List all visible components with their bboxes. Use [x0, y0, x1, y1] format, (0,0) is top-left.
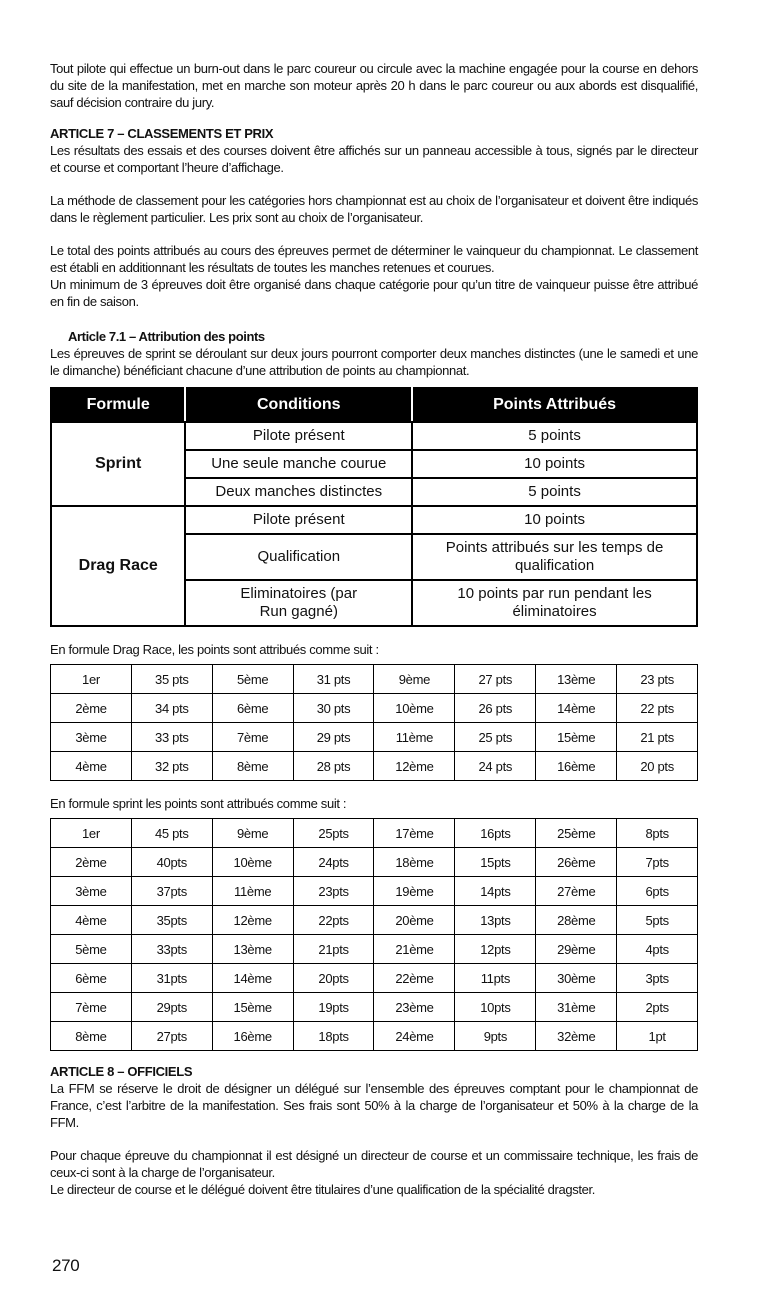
rank-cell: 27ème — [536, 877, 617, 906]
rank-cell: 12ème — [212, 906, 293, 935]
article-8-para-3: Le directeur de course et le délégué doivent être titulaires d’une qualification de la spécialité dragster. — [50, 1182, 596, 1197]
rank-cell: 14ème — [212, 964, 293, 993]
rank-cell: 6ème — [51, 964, 132, 993]
points-cell: 40pts — [131, 848, 212, 877]
rank-cell: 19ème — [374, 877, 455, 906]
document-page — [50, 60, 698, 1198]
points-cell: 29pts — [131, 993, 212, 1022]
points-cell: 45 pts — [131, 819, 212, 848]
rank-cell: 11ème — [374, 723, 455, 752]
points-cell: 12pts — [455, 935, 536, 964]
table-row — [51, 422, 697, 450]
points-cell: 11pts — [455, 964, 536, 993]
points-cell: 10 points par run pendant les éliminatoires — [412, 580, 697, 626]
rank-cell: 7ème — [212, 723, 293, 752]
table-row — [51, 506, 697, 534]
points-cell: 25 pts — [455, 723, 536, 752]
points-cell: 25pts — [293, 819, 374, 848]
rank-cell: 17ème — [374, 819, 455, 848]
points-cell: 7pts — [617, 848, 698, 877]
points-cell: 23pts — [293, 877, 374, 906]
header-points: Points Attribués — [412, 388, 697, 422]
article-8-heading: ARTICLE 8 – OFFICIELS — [50, 1064, 193, 1079]
table-row — [51, 819, 698, 848]
points-cell: 5 points — [412, 422, 697, 450]
points-cell: 6pts — [617, 877, 698, 906]
article-7-para-2: La méthode de classement pour les catégories hors championnat est au choix de l’organisateur et doivent être indiqués dans le règlement particulier. Les prix sont au choix de l’organisateur. — [50, 193, 698, 225]
points-cell: 34 pts — [131, 694, 212, 723]
points-cell: 21 pts — [617, 723, 698, 752]
rank-cell: 4ème — [51, 752, 132, 781]
points-cell: 19pts — [293, 993, 374, 1022]
points-cell: Points attribués sur les temps de qualification — [412, 534, 697, 580]
points-cell: 20pts — [293, 964, 374, 993]
rank-cell: 10ème — [212, 848, 293, 877]
table-row — [51, 694, 698, 723]
points-cell: 35 pts — [131, 665, 212, 694]
drag-race-caption: En formule Drag Race, les points sont attribués comme suit : — [50, 642, 379, 657]
condition-cell: Une seule manche courue — [185, 450, 412, 478]
sprint-caption: En formule sprint les points sont attribués comme suit : — [50, 796, 347, 811]
rank-cell: 25ème — [536, 819, 617, 848]
rank-cell: 32ème — [536, 1022, 617, 1051]
rank-cell: 9ème — [374, 665, 455, 694]
points-cell: 9pts — [455, 1022, 536, 1051]
rank-cell: 28ème — [536, 906, 617, 935]
article-8-para-1: La FFM se réserve le droit de désigner un délégué sur l’ensemble des épreuves comptant pour le championnat de France, c’est l’arbitre de la manifestation. Ses frais sont 50% à la charge de l’organisateur et 50% à la charge de la FFM. — [50, 1081, 698, 1130]
rank-cell: 22ème — [374, 964, 455, 993]
rank-cell: 7ème — [51, 993, 132, 1022]
rank-cell: 5ème — [212, 665, 293, 694]
points-cell: 23 pts — [617, 665, 698, 694]
points-cell: 18pts — [293, 1022, 374, 1051]
article-8-para-2: Pour chaque épreuve du championnat il est désigné un directeur de course et un commissaire technique, les frais de ceux-ci sont à la charge de l’organisateur. — [50, 1148, 698, 1180]
rank-cell: 23ème — [374, 993, 455, 1022]
formula-sprint: Sprint — [51, 422, 185, 506]
points-cell: 5 points — [412, 478, 697, 506]
condition-cell: Pilote présent — [185, 506, 412, 534]
points-cell: 29 pts — [293, 723, 374, 752]
rank-cell: 30ème — [536, 964, 617, 993]
points-cell: 16pts — [455, 819, 536, 848]
points-attribution-table — [50, 387, 698, 627]
points-cell: 33pts — [131, 935, 212, 964]
points-cell: 2pts — [617, 993, 698, 1022]
rank-cell: 18ème — [374, 848, 455, 877]
rank-cell: 20ème — [374, 906, 455, 935]
points-cell: 22pts — [293, 906, 374, 935]
points-cell: 28 pts — [293, 752, 374, 781]
table-row — [51, 877, 698, 906]
rank-cell: 3ème — [51, 877, 132, 906]
table-row — [51, 906, 698, 935]
rank-cell: 11ème — [212, 877, 293, 906]
table-row — [51, 723, 698, 752]
points-cell: 13pts — [455, 906, 536, 935]
rank-cell: 15ème — [536, 723, 617, 752]
page-number: 270 — [52, 1256, 80, 1275]
points-cell: 1pt — [617, 1022, 698, 1051]
rank-cell: 4ème — [51, 906, 132, 935]
rank-cell: 5ème — [51, 935, 132, 964]
condition-cell: Qualification — [185, 534, 412, 580]
rank-cell: 16ème — [536, 752, 617, 781]
condition-cell: Pilote présent — [185, 422, 412, 450]
points-cell: 10pts — [455, 993, 536, 1022]
rank-cell: 24ème — [374, 1022, 455, 1051]
points-cell: 37pts — [131, 877, 212, 906]
article-7-heading: ARTICLE 7 – CLASSEMENTS ET PRIX — [50, 126, 274, 141]
rank-cell: 9ème — [212, 819, 293, 848]
points-cell: 31pts — [131, 964, 212, 993]
rank-cell: 8ème — [212, 752, 293, 781]
points-cell: 15pts — [455, 848, 536, 877]
rank-cell: 21ème — [374, 935, 455, 964]
rank-cell: 3ème — [51, 723, 132, 752]
points-cell: 24 pts — [455, 752, 536, 781]
table-row — [51, 935, 698, 964]
points-cell: 8pts — [617, 819, 698, 848]
rank-cell: 15ème — [212, 993, 293, 1022]
points-cell: 22 pts — [617, 694, 698, 723]
rank-cell: 2ème — [51, 848, 132, 877]
rank-cell: 12ème — [374, 752, 455, 781]
points-cell: 10 points — [412, 450, 697, 478]
points-cell: 5pts — [617, 906, 698, 935]
article-7-1-para: Les épreuves de sprint se déroulant sur deux jours pourront comporter deux manches distinctes (une le samedi et une le dimanche) bénéficiant chacune d’une attribution de points au championnat. — [50, 346, 698, 378]
table-row — [51, 848, 698, 877]
table-row — [51, 1022, 698, 1051]
points-cell: 35pts — [131, 906, 212, 935]
rank-cell: 6ème — [212, 694, 293, 723]
points-cell: 30 pts — [293, 694, 374, 723]
rank-cell: 16ème — [212, 1022, 293, 1051]
points-cell: 4pts — [617, 935, 698, 964]
article-7-para-1: Les résultats des essais et des courses doivent être affichés sur un panneau accessible à tous, signés par le directeur et course et comportant l’heure d’affichage. — [50, 143, 698, 175]
points-cell: 3pts — [617, 964, 698, 993]
points-cell: 31 pts — [293, 665, 374, 694]
table-row — [51, 964, 698, 993]
points-cell: 14pts — [455, 877, 536, 906]
condition-cell: Deux manches distinctes — [185, 478, 412, 506]
points-cell: 33 pts — [131, 723, 212, 752]
points-cell: 32 pts — [131, 752, 212, 781]
table-row — [51, 665, 698, 694]
points-cell: 10 points — [412, 506, 697, 534]
rank-cell: 1er — [51, 819, 132, 848]
header-formule: Formule — [51, 388, 185, 422]
rank-cell: 8ème — [51, 1022, 132, 1051]
rank-cell: 10ème — [374, 694, 455, 723]
article-7-para-4: Un minimum de 3 épreuves doit être organisé dans chaque catégorie pour qu’un titre de vainqueur puisse être attribué en fin de saison. — [50, 277, 698, 309]
points-cell: 24pts — [293, 848, 374, 877]
rank-cell: 26ème — [536, 848, 617, 877]
rank-cell: 31ème — [536, 993, 617, 1022]
rank-cell: 1er — [51, 665, 132, 694]
article-7-para-3: Le total des points attribués au cours des épreuves permet de déterminer le vainqueur du championnat. Le classement est établi en additionnant les résultats de toutes les manches retenues et courues. — [50, 243, 698, 275]
formula-drag-race: Drag Race — [51, 506, 185, 626]
points-cell: 20 pts — [617, 752, 698, 781]
sprint-points-table — [50, 818, 698, 1051]
points-cell: 21pts — [293, 935, 374, 964]
condition-cell: Eliminatoires (par Run gagné) — [185, 580, 412, 626]
rank-cell: 14ème — [536, 694, 617, 723]
table-row — [51, 752, 698, 781]
points-cell: 27 pts — [455, 665, 536, 694]
rank-cell: 13ème — [212, 935, 293, 964]
points-cell: 27pts — [131, 1022, 212, 1051]
table-row — [51, 993, 698, 1022]
drag-race-points-table — [50, 664, 698, 781]
header-conditions: Conditions — [185, 388, 412, 422]
points-cell: 26 pts — [455, 694, 536, 723]
article-7-1-heading: Article 7.1 – Attribution des points — [68, 329, 265, 344]
rank-cell: 2ème — [51, 694, 132, 723]
intro-paragraph: Tout pilote qui effectue un burn-out dans le parc coureur ou circule avec la machine engagée pour la course en dehors du site de la manifestation, met en marche son moteur après 20 h dans le parc coureur ou aux abords est disqualifié, sauf décision contraire du jury. — [50, 61, 698, 110]
rank-cell: 29ème — [536, 935, 617, 964]
rank-cell: 13ème — [536, 665, 617, 694]
